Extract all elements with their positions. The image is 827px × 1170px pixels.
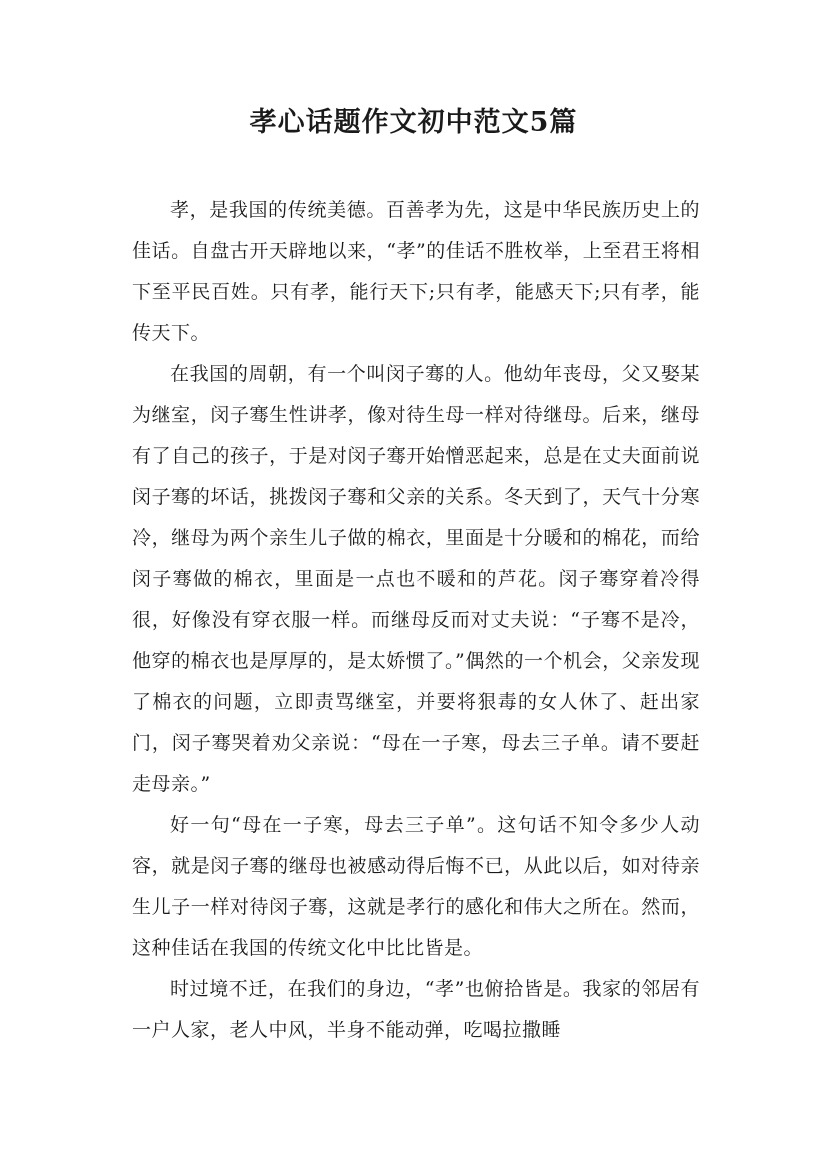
paragraph: 好一句“母在一子寒，母去三子单”。这句话不知令多少人动容，就是闵子骞的继母也被感动得后悔不已，从此以后，如对待亲生儿子一样对待闵子骞，这就是孝行的感化和伟大之所在。然而，这种佳话在我国的传统文化中比比皆是。	[132, 814, 700, 959]
paragraph: 在我国的周朝，有一个叫闵子骞的人。他幼年丧母，父又娶某为继室，闵子骞生性讲孝，像对待生母一样对待继母。后来，继母有了自己的孩子，于是对闵子骞开始憎恶起来，总是在丈夫面前说闵子骞的坏话，挑拨闵子骞和父亲的关系。冬天到了，天气十分寒冷，继母为两个亲生儿子做的棉衣，里面是十分暖和的棉花，而给闵子骞做的棉衣，里面是一点也不暖和的芦花。闵子骞穿着冷得很，好像没有穿衣服一样。而继母反而对丈夫说：“子骞不是冷，他穿的棉衣也是厚厚的，是太娇惯了。”偶然的一个机会，父亲发现了棉衣的问题，立即责骂继室，并要将狠毒的女人休了、赶出家门，闵子骞哭着劝父亲说：“母在一子寒，母去三子单。请不要赶走母亲。”	[132, 363, 700, 795]
document-title: 孝心话题作文初中范文5篇	[249, 107, 578, 138]
paragraph: 孝，是我国的传统美德。百善孝为先，这是中华民族历史上的佳话。自盘古开天辟地以来，“孝”的佳话不胜枚举，上至君王将相下至平民百姓。只有孝，能行天下;只有孝，能感天下;只有孝，能传天下。	[132, 199, 700, 344]
document-body	[132, 190, 700, 1051]
paragraph: 时过境不迁，在我们的身边，“孝”也俯拾皆是。我家的邻居有一户人家，老人中风，半身不能动弹，吃喝拉撒睡	[132, 978, 700, 1041]
